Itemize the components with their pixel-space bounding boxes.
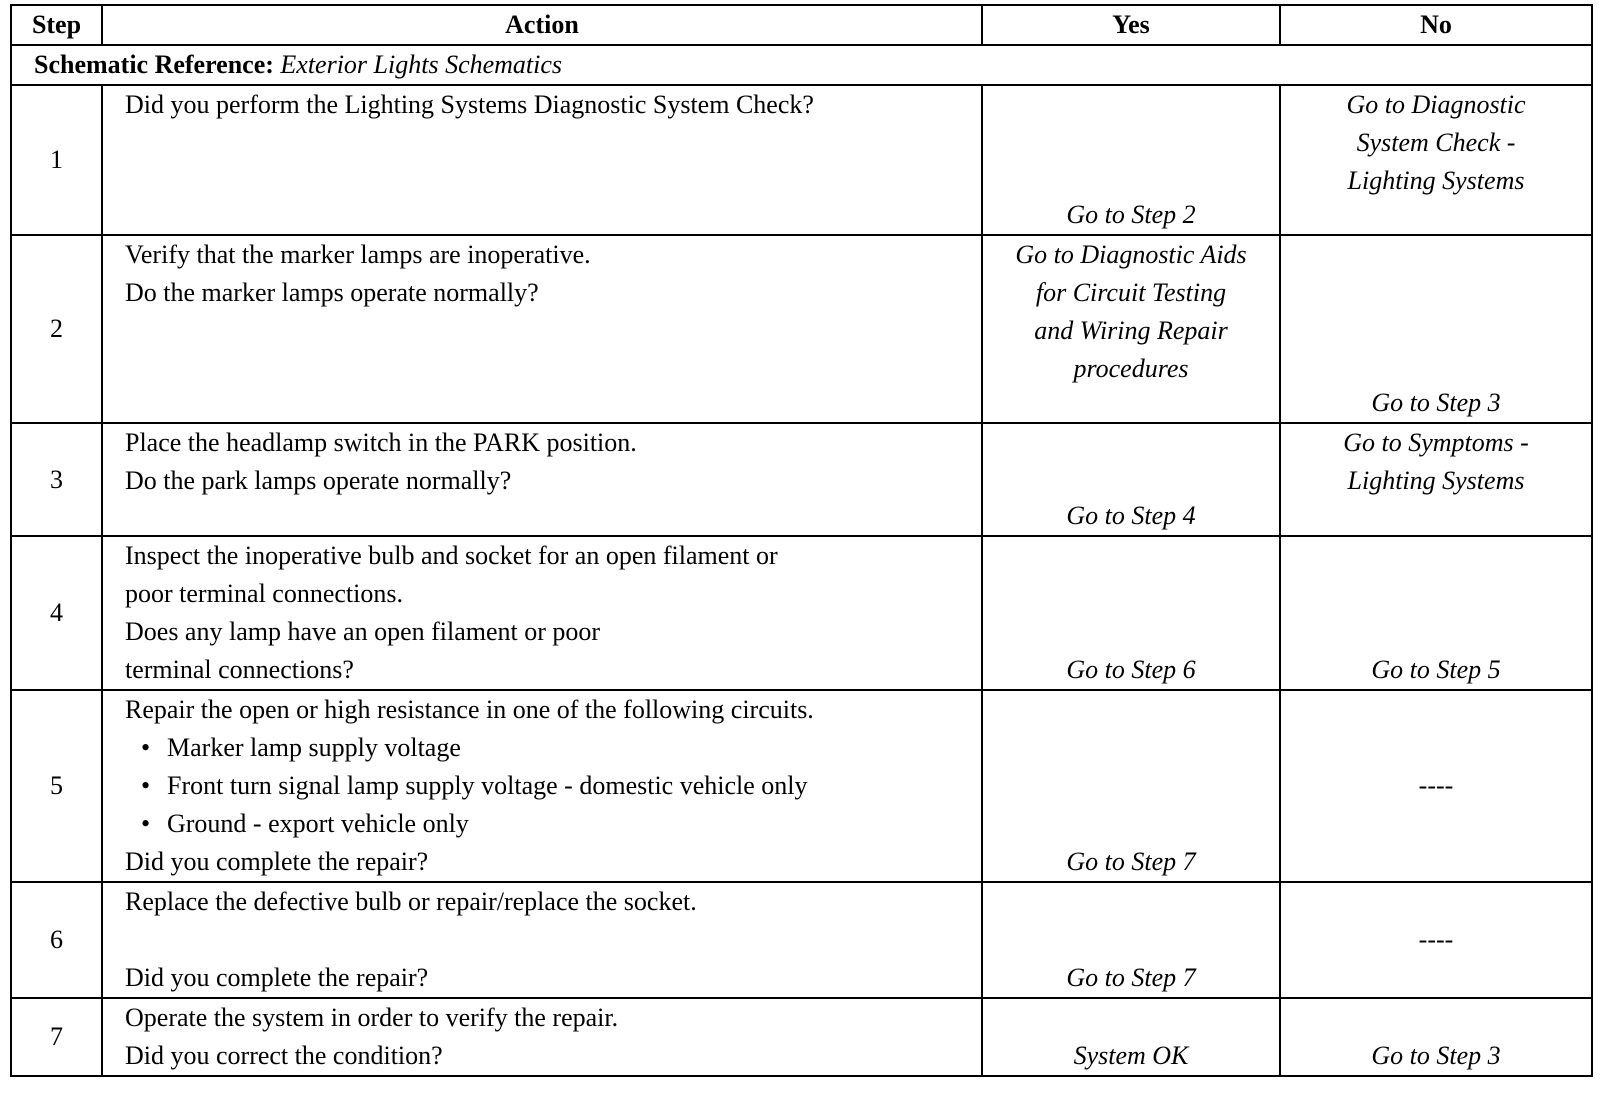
no-cell: ---- bbox=[1280, 690, 1592, 882]
action-line: Did you complete the repair? bbox=[125, 847, 429, 876]
yes-cell bbox=[982, 690, 1280, 882]
yes-cell bbox=[982, 882, 1280, 998]
no-link-line: System Check - bbox=[1356, 128, 1516, 157]
no-link[interactable]: Go to Step 3 bbox=[1371, 388, 1501, 417]
action-line: Replace the defective bulb or repair/replace the socket. bbox=[125, 887, 697, 916]
action-line: Operate the system in order to verify the repair. bbox=[125, 1003, 619, 1032]
action-line: Place the headlamp switch in the PARK position. bbox=[125, 428, 637, 457]
step-number: 4 bbox=[11, 536, 102, 690]
no-cell: ---- bbox=[1280, 882, 1592, 998]
yes-cell bbox=[982, 536, 1280, 690]
action-cell bbox=[102, 85, 982, 235]
action-cell bbox=[102, 690, 982, 882]
table-row bbox=[11, 85, 1592, 235]
yes-link-line: procedures bbox=[1073, 354, 1189, 383]
table-row bbox=[11, 235, 1592, 423]
bullet-text: Front turn signal lamp supply voltage - domestic vehicle only bbox=[167, 771, 808, 800]
table-row bbox=[11, 536, 1592, 690]
diagnostic-table bbox=[10, 4, 1593, 1077]
header-yes: Yes bbox=[982, 5, 1280, 45]
yes-cell bbox=[982, 423, 1280, 536]
header-no: No bbox=[1280, 5, 1592, 45]
schematic-reference-row bbox=[11, 45, 1592, 85]
action-cell bbox=[102, 235, 982, 423]
header-step: Step bbox=[11, 5, 102, 45]
yes-link[interactable]: Go to Step 4 bbox=[1066, 501, 1196, 530]
header-action: Action bbox=[102, 5, 982, 45]
action-line: Do the marker lamps operate normally? bbox=[125, 278, 539, 307]
action-line: Verify that the marker lamps are inoperative. bbox=[125, 240, 591, 269]
step-number: 3 bbox=[11, 423, 102, 536]
diagnostic-table-container bbox=[10, 4, 1593, 1077]
spacer bbox=[125, 921, 981, 959]
no-link-line: Go to Diagnostic bbox=[1346, 90, 1526, 119]
yes-link[interactable]: Go to Step 7 bbox=[1066, 847, 1196, 876]
bullet-glyph: • bbox=[141, 809, 151, 838]
no-cell bbox=[1280, 998, 1592, 1076]
action-line: Did you correct the condition? bbox=[125, 1041, 443, 1070]
action-cell bbox=[102, 423, 982, 536]
yes-link[interactable]: Go to Step 2 bbox=[1066, 200, 1196, 229]
yes-cell bbox=[982, 998, 1280, 1076]
step-number: 2 bbox=[11, 235, 102, 423]
action-line: poor terminal connections. bbox=[125, 579, 403, 608]
no-link[interactable]: Go to Step 5 bbox=[1371, 655, 1501, 684]
yes-cell bbox=[982, 85, 1280, 235]
yes-link-line: and Wiring Repair bbox=[1034, 316, 1228, 345]
schematic-reference-link[interactable]: Exterior Lights Schematics bbox=[280, 50, 563, 79]
bullet-item bbox=[125, 767, 981, 805]
action-line: Do the park lamps operate normally? bbox=[125, 466, 512, 495]
action-cell bbox=[102, 998, 982, 1076]
yes-cell bbox=[982, 235, 1280, 423]
header-row bbox=[11, 5, 1592, 45]
schematic-reference bbox=[11, 45, 1592, 85]
bullet-text: Ground - export vehicle only bbox=[167, 809, 469, 838]
step-number: 6 bbox=[11, 882, 102, 998]
yes-link[interactable] bbox=[983, 236, 1279, 388]
action-line: Did you perform the Lighting Systems Diagnostic System Check? bbox=[125, 90, 814, 119]
no-link-line: Lighting Systems bbox=[1347, 166, 1525, 195]
bullet-text: Marker lamp supply voltage bbox=[167, 733, 461, 762]
action-line: Repair the open or high resistance in one of the following circuits. bbox=[125, 695, 814, 724]
no-link-line: Go to Symptoms - bbox=[1343, 428, 1529, 457]
step-number: 1 bbox=[11, 85, 102, 235]
yes-link[interactable]: Go to Step 7 bbox=[1066, 963, 1196, 992]
no-cell bbox=[1280, 536, 1592, 690]
action-cell bbox=[102, 882, 982, 998]
table-row bbox=[11, 882, 1592, 998]
no-link[interactable]: Go to Step 3 bbox=[1371, 1041, 1501, 1070]
no-link-line: Lighting Systems bbox=[1347, 466, 1525, 495]
table-row bbox=[11, 690, 1592, 882]
action-line: Inspect the inoperative bulb and socket for an open filament or bbox=[125, 541, 778, 570]
action-cell bbox=[102, 536, 982, 690]
no-link[interactable] bbox=[1281, 424, 1591, 500]
yes-link-line: for Circuit Testing bbox=[1035, 278, 1227, 307]
table-row bbox=[11, 423, 1592, 536]
schematic-reference-label: Schematic Reference: bbox=[34, 50, 274, 79]
step-number: 5 bbox=[11, 690, 102, 882]
bullet-glyph: • bbox=[141, 771, 151, 800]
bullet-glyph: • bbox=[141, 733, 151, 762]
table-row bbox=[11, 998, 1592, 1076]
no-cell bbox=[1280, 235, 1592, 423]
action-line: Does any lamp have an open filament or poor bbox=[125, 617, 601, 646]
bullet-item bbox=[125, 805, 981, 843]
yes-link-line: Go to Diagnostic Aids bbox=[1015, 240, 1247, 269]
action-line: terminal connections? bbox=[125, 655, 354, 684]
step-number: 7 bbox=[11, 998, 102, 1076]
yes-link[interactable]: Go to Step 6 bbox=[1066, 655, 1196, 684]
bullet-item bbox=[125, 729, 981, 767]
no-link[interactable] bbox=[1281, 86, 1591, 200]
yes-result: System OK bbox=[1073, 1041, 1189, 1070]
action-line: Did you complete the repair? bbox=[125, 963, 429, 992]
no-cell bbox=[1280, 85, 1592, 235]
no-cell bbox=[1280, 423, 1592, 536]
